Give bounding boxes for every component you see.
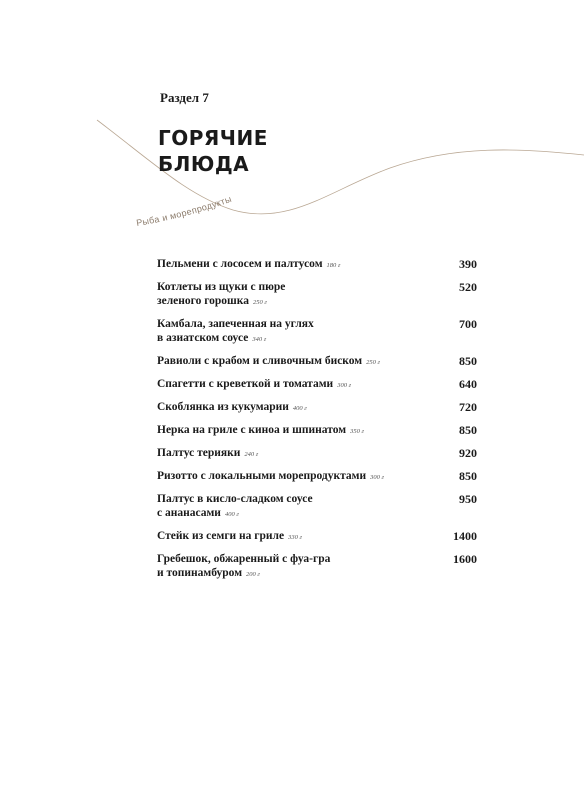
menu-item-name <box>157 400 412 416</box>
menu-item-weight: 300 г <box>337 382 352 389</box>
menu-item-name-line: Палтус в кисло-сладком соусе <box>157 493 313 505</box>
menu-item-weight: 330 г <box>288 534 303 541</box>
menu-item-name <box>157 446 412 462</box>
menu-item-name-line: Скоблянка из кукумарии <box>157 401 289 413</box>
menu-item-name-line: с ананасами <box>157 507 221 519</box>
menu-item-name-line: и топинамбуром <box>157 567 243 579</box>
menu-item <box>157 400 477 416</box>
menu-item-price: 640 <box>459 377 477 391</box>
section-subtitle <box>136 194 233 228</box>
menu-item-price: 700 <box>459 317 477 331</box>
menu-item-name-line: Ризотто с локальными морепродуктами <box>157 470 367 482</box>
menu-item <box>157 529 477 545</box>
menu-item <box>157 492 477 522</box>
menu-item-price: 520 <box>459 280 477 294</box>
menu-item-name <box>157 529 412 545</box>
menu-item-price: 850 <box>459 354 477 368</box>
menu-item <box>157 469 477 485</box>
menu-item <box>157 377 477 393</box>
page-title-line-2: БЛЮДА <box>158 152 250 176</box>
menu-item-name <box>157 257 412 273</box>
menu-item-price: 850 <box>459 423 477 437</box>
menu-item-name-line: в азиатском соусе <box>157 332 249 344</box>
menu-item-name <box>157 552 412 582</box>
menu-item-weight: 250 г <box>366 359 381 366</box>
menu-item <box>157 257 477 273</box>
menu-item <box>157 317 477 347</box>
menu-item-name-line: Палтус терияки <box>157 447 241 459</box>
menu-item-weight: 250 г <box>252 299 267 306</box>
menu-item <box>157 354 477 370</box>
menu-item <box>157 423 477 439</box>
menu-item-name <box>157 423 412 439</box>
menu-item-name-line: Спагетти с креветкой и томатами <box>157 378 334 390</box>
menu-item-price: 950 <box>459 492 477 506</box>
menu-item-weight: 350 г <box>350 428 365 435</box>
menu-item <box>157 280 477 310</box>
menu-item-name <box>157 317 412 347</box>
menu-item-name-line: Равиоли с крабом и сливочным биском <box>157 355 363 367</box>
menu-item-name-line: Стейк из семги на гриле <box>157 530 285 542</box>
menu-item-price: 1400 <box>453 529 477 543</box>
menu-item-name-line: зеленого горошка <box>157 295 249 307</box>
menu-item-price: 720 <box>459 400 477 414</box>
menu-item <box>157 552 477 582</box>
page-title <box>158 125 268 177</box>
menu-item-price: 1600 <box>453 552 477 566</box>
menu-item-name-line: Котлеты из щуки с пюре <box>157 281 286 293</box>
menu-item-name <box>157 280 412 310</box>
menu-item-weight: 200 г <box>246 571 260 578</box>
menu-item-name-line: Камбала, запеченная на углях <box>157 318 314 330</box>
menu-item-name-line: Гребешок, обжаренный с фуа-гра <box>157 553 331 565</box>
menu-item-name-line: Пельмени с лососем и палтусом <box>157 258 323 270</box>
menu-item-name-line: Нерка на гриле с киноа и шпинатом <box>157 424 347 436</box>
menu-item <box>157 446 477 462</box>
menu-item-price: 920 <box>459 446 477 460</box>
menu-item-weight: 180 г <box>326 262 341 269</box>
section-subtitle-text: Рыба и морепродукты <box>135 193 233 228</box>
menu-item-name <box>157 469 412 485</box>
menu-item-price: 850 <box>459 469 477 483</box>
menu-item-weight: 340 г <box>252 336 267 343</box>
menu-item-name <box>157 354 412 370</box>
section-label: Раздел 7 <box>160 90 209 105</box>
menu-item-name <box>157 377 412 393</box>
menu-item-name <box>157 492 412 522</box>
menu-item-price: 390 <box>459 257 477 271</box>
menu-item-weight: 300 г <box>370 474 385 481</box>
menu-item-weight: 400 г <box>292 405 307 412</box>
page-title-line-1: ГОРЯЧИЕ <box>158 126 268 150</box>
menu-item-weight: 240 г <box>244 451 259 458</box>
menu-item-weight: 400 г <box>224 511 239 518</box>
